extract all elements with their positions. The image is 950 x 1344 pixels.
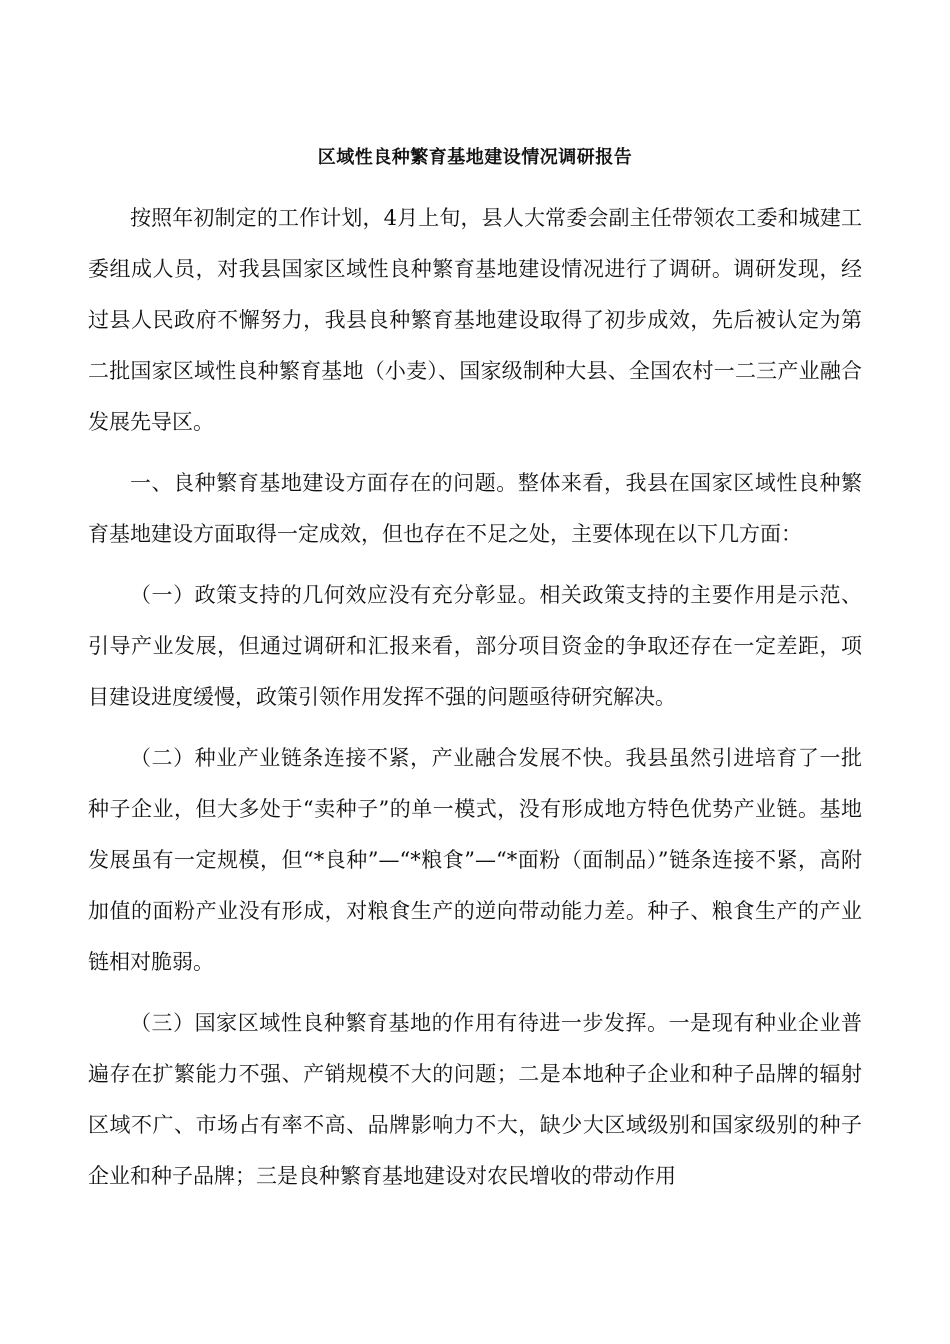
document-page — [88, 143, 862, 1212]
paragraph-item-2: （二）种业产业链条连接不紧，产业融合发展不快。我县虽然引进培育了一批种子企业，但大多处于“卖种子”的单一模式，没有形成地方特色优势产业链。基地发展虽有一定规模，但“*良种”—“*粮食”—“*面粉（面制品）”链条连接不紧，高附加值的面粉产业没有形成，对粮食生产的逆向带动能力差。种子、粮食生产的产业链相对脆弱。 — [88, 746, 862, 974]
paragraph-section-1: 一、良种繁育基地建设方面存在的问题。整体来看，我县在国家区域性良种繁育基地建设方面取得一定成效，但也存在不足之处，主要体现在以下几方面： — [88, 471, 862, 546]
paragraph-item-1: （一）政策支持的几何效应没有充分彰显。相关政策支持的主要作用是示范、引导产业发展，但通过调研和汇报来看，部分项目资金的争取还存在一定差距，项目建设进度缓慢，政策引领作用发挥不强的问题亟待研究解决。 — [88, 583, 862, 709]
document-title: 区域性良种繁育基地建设情况调研报告 — [317, 147, 633, 168]
paragraph-intro: 按照年初制定的工作计划，4月上旬，县人大常委会副主任带领农工委和城建工委组成人员，对我县国家区域性良种繁育基地建设情况进行了调研。调研发现，经过县人民政府不懈努力，我县良种繁育基地建设取得了初步成效，先后被认定为第二批国家区域性良种繁育基地（小麦）、国家级制种大县、全国农村一二三产业融合发展先导区。 — [88, 206, 862, 434]
paragraph-item-3: （三）国家区域性良种繁育基地的作用有待进一步发挥。一是现有种业企业普遍存在扩繁能力不强、产销规模不大的问题；二是本地种子企业和种子品牌的辐射区域不广、市场占有率不高、品牌影响力不大，缺少大区域级别和国家级别的种子企业和种子品牌；三是良种繁育基地建设对农民增收的带动作用 — [88, 1011, 862, 1188]
